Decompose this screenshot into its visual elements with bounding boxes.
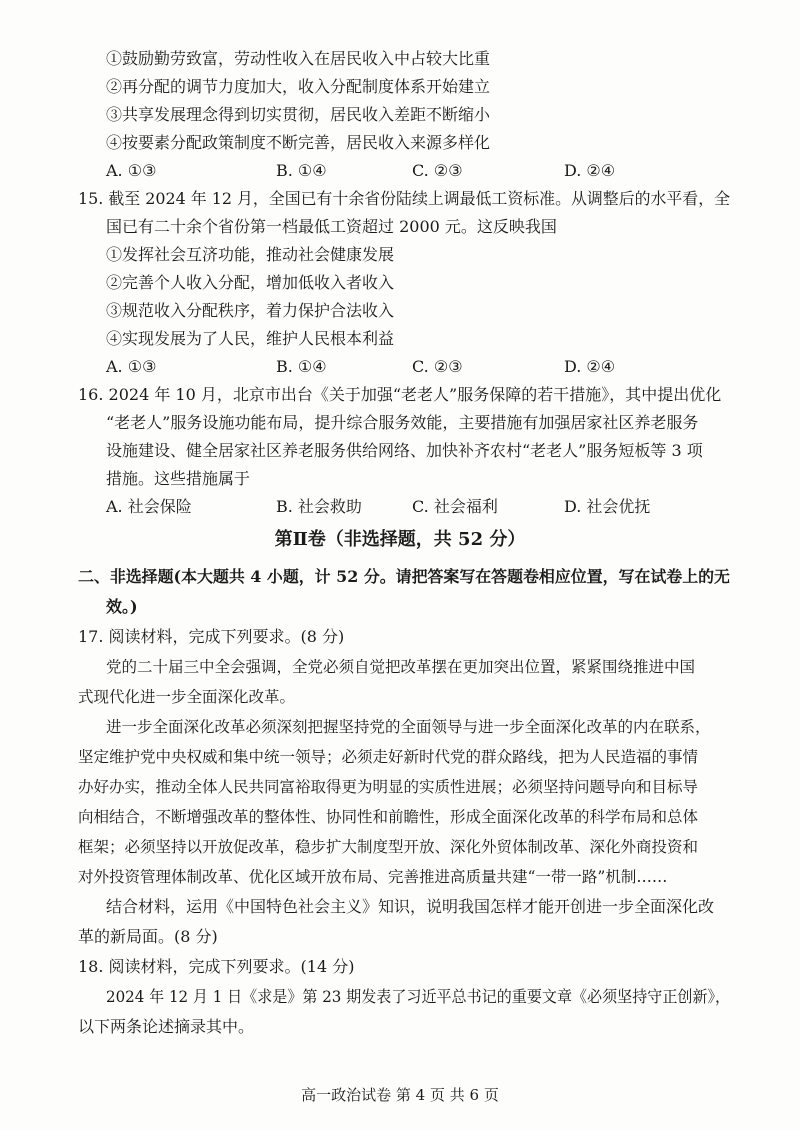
q14-option-b: B. ①④	[276, 161, 327, 180]
q17-question-line-1: 结合材料，运用《中国特色社会主义》知识，说明我国怎样才能开创进一步全面深化改	[106, 897, 715, 916]
q16-stem-line-3: 设施建设、健全居家社区养老服务供给网络、加快补齐农村“老老人”服务短板等 3 项	[106, 441, 703, 460]
q17-material-line-4: 坚定维护党中央权威和集中统一领导；必须走好新时代党的群众路线，把为人民造福的事情	[78, 748, 699, 766]
q17-material-line-5: 办好办实，推动全体人民共同富裕取得更为明显的实质性进展；必须坚持问题导向和目标导	[78, 778, 699, 796]
q14-item-4: ④按要素分配政策制度不断完善，居民收入来源多样化	[106, 133, 491, 152]
q16-option-b: B. 社会救助	[276, 497, 362, 516]
q15-item-4: ④实现发展为了人民，维护人民根本利益	[106, 329, 395, 348]
q15-item-1: ①发挥社会互济功能，推动社会健康发展	[106, 245, 395, 264]
q17-material-line-3: 进一步全面深化改革必须深刻把握坚持党的全面领导与进一步全面深化改革的内在联系，	[106, 718, 711, 736]
section-2-instruction-line-2: 效。)	[106, 597, 138, 616]
q18-material-line-2: 以下两条论述摘录其中。	[78, 1017, 255, 1036]
q14-item-3: ③共享发展理念得到切实贯彻，居民收入差距不断缩小	[106, 105, 491, 124]
q17-stem: 17. 阅读材料，完成下列要求。(8 分)	[78, 627, 345, 646]
q15-item-2: ②完善个人收入分配，增加低收入者收入	[106, 273, 395, 292]
q16-option-a: A. 社会保险	[106, 497, 192, 516]
q18-material-line-1: 2024 年 12 月 1 日《求是》第 23 期发表了习近平总书记的重要文章《必须坚持守正创新》，	[106, 987, 731, 1006]
q16-option-d: D. 社会优抚	[564, 497, 651, 516]
q15-option-c: C. ②③	[412, 357, 463, 376]
q14-option-d: D. ②④	[564, 161, 616, 180]
q14-item-1: ①鼓励勤劳致富，劳动性收入在居民收入中占较大比重	[106, 49, 491, 68]
q17-material-line-7: 框架；必须坚持以开放促改革，稳步扩大制度型开放、深化外贸体制改革、深化外商投资和	[78, 838, 699, 856]
q14-option-c: C. ②③	[412, 161, 463, 180]
q15-stem-line-1: 15. 截至 2024 年 12 月，全国已有十余省份陆续上调最低工资标准。从调整后的水平看，全	[78, 189, 731, 208]
q15-option-b: B. ①④	[276, 357, 327, 376]
q17-material-line-8: 对外投资管理体制改革、优化区域开放布局、完善推进高质量共建“一带一路”机制……	[78, 868, 668, 886]
q15-option-a: A. ①③	[106, 357, 157, 376]
q17-material-line-1: 党的二十届三中全会强调，全党必须自觉把改革摆在更加突出位置，紧紧围绕推进中国	[106, 658, 696, 676]
q16-stem-line-4: 措施。这些措施属于	[106, 469, 251, 488]
q14-item-2: ②再分配的调节力度加大，收入分配制度体系开始建立	[106, 77, 491, 96]
q18-stem: 18. 阅读材料，完成下列要求。(14 分)	[78, 957, 355, 976]
q16-stem-line-2: “老老人”服务设施功能布局，提升综合服务效能，主要措施有加强居家社区养老服务	[106, 413, 699, 432]
q15-item-3: ③规范收入分配秩序，着力保护合法收入	[106, 301, 395, 320]
q16-stem-line-1: 16. 2024 年 10 月，北京市出台《关于加强“老老人”服务保障的若干措施》，其中提出优化	[78, 385, 722, 404]
q15-stem-line-2: 国已有二十余个省份第一档最低工资超过 2000 元。这反映我国	[106, 217, 557, 236]
q14-option-a: A. ①③	[106, 161, 157, 180]
section-2-title: 第Ⅱ卷（非选择题，共 52 分）	[274, 529, 526, 550]
q17-question-line-2: 革的新局面。(8 分)	[78, 927, 218, 946]
q17-material-line-2: 式现代化进一步全面深化改革。	[78, 688, 296, 706]
q17-material-line-6: 向相结合，不断增强改革的整体性、协同性和前瞻性，形成全面深化改革的科学布局和总体	[78, 808, 699, 826]
page-footer: 高一政治试卷 第 4 页 共 6 页	[301, 1086, 499, 1104]
q15-option-d: D. ②④	[564, 357, 616, 376]
q16-option-c: C. 社会福利	[412, 497, 498, 516]
section-2-instruction-line-1: 二、非选择题(本大题共 4 小题，计 52 分。请把答案写在答题卷相应位置，写在试卷上的无	[78, 567, 730, 586]
